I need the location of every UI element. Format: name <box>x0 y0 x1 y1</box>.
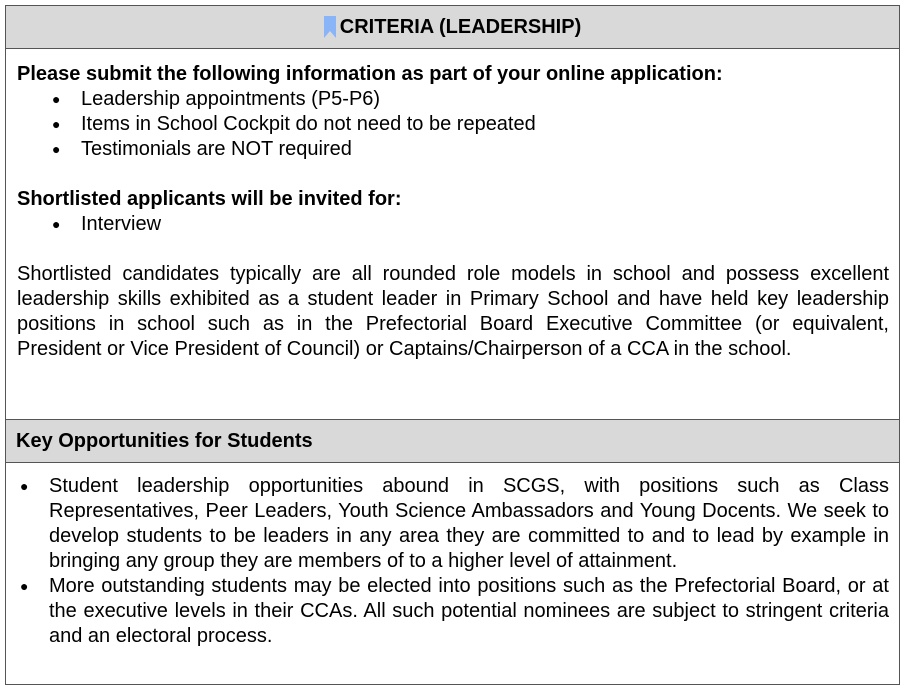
list-item: ● Testimonials are NOT required <box>52 137 889 162</box>
opportunities-content <box>6 463 899 685</box>
shortlist-list <box>17 212 889 237</box>
list-item: ● More outstanding students may be elected into positions such as the Prefectorial Board, or at the executive levels in their CCAs. All such potential nominees are subject to stringent criteria and an electoral process. <box>17 574 889 649</box>
list-item: ● Student leadership opportunities abound in SCGS, with positions such as Class Representatives, Peer Leaders, Youth Science Ambassadors and Young Docents. We seek to develop students to be leaders in any area they are committed to and to lead by example in bringing any group they are members of to a higher level of attainment. <box>17 474 889 574</box>
bookmark-icon <box>324 16 336 38</box>
list-item: ● Leadership appointments (P5-P6) <box>52 87 889 112</box>
spacer <box>17 237 889 262</box>
criteria-title: CRITERIA (LEADERSHIP) <box>339 15 582 38</box>
spacer <box>17 162 889 187</box>
criteria-paragraph: Shortlisted candidates typically are all rounded role models in school and possess excellent leadership skills exhibited as a student leader in Primary School and have held key leadership positions in school such as in the Prefectorial Board Executive Committee (or equivalent, President or Vice President of Council) or Captains/Chairperson of a CCA in the school. <box>17 263 889 360</box>
opportunities-list <box>17 474 889 649</box>
list-item: ● Interview <box>52 212 889 237</box>
list-item: ● Items in School Cockpit do not need to be repeated <box>52 112 889 137</box>
submit-heading: Please submit the following information as part of your online application: <box>17 63 723 85</box>
shortlist-heading: Shortlisted applicants will be invited for: <box>17 188 402 210</box>
opportunities-header <box>6 420 899 463</box>
criteria-header <box>6 6 899 49</box>
opportunities-title: Key Opportunities for Students <box>16 429 313 452</box>
submit-list <box>17 87 889 162</box>
criteria-content <box>6 49 899 420</box>
criteria-table <box>5 5 900 685</box>
